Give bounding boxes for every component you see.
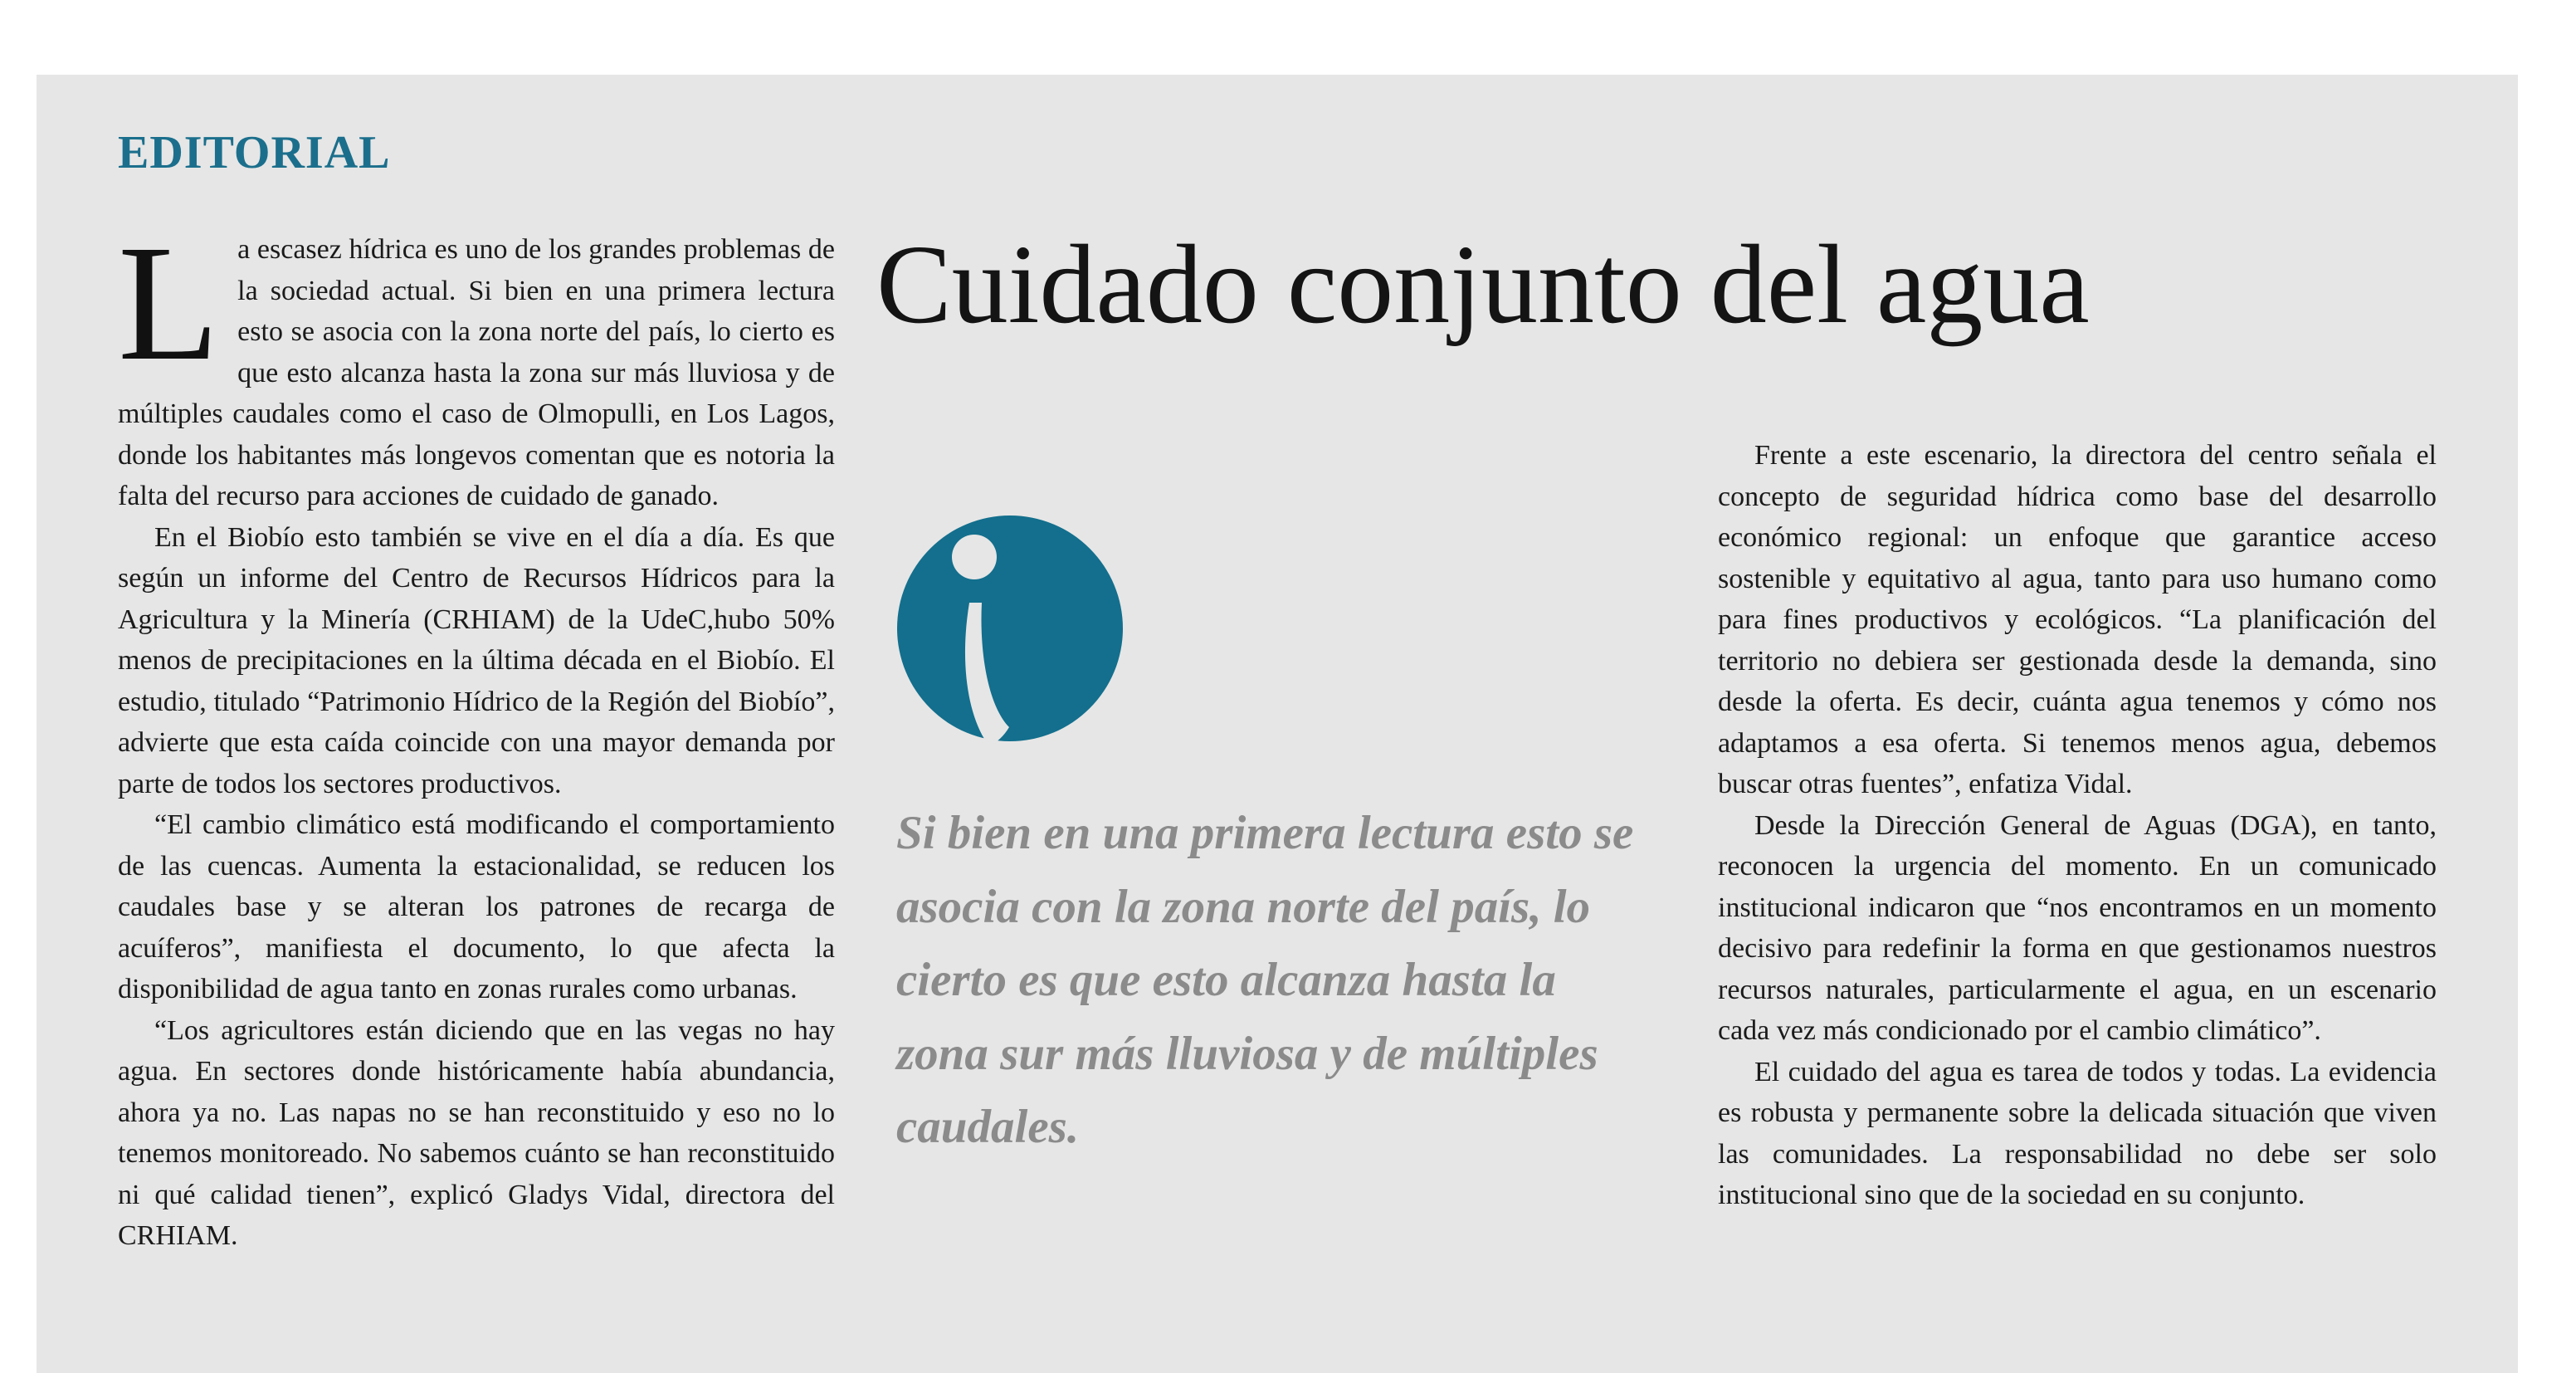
article-right-column <box>1718 435 2437 1216</box>
article-paragraph-6: Desde la Dirección General de Aguas (DGA), en tanto, reconocen la urgencia del momento. En un comunicado institucional indicaron que “nos encontramos en un momento decisivo para redefinir la forma en que gestionamos nuestros recursos naturales, particularmente el agua, en un escenario cada vez más condicionado por el cambio climático”. <box>1718 809 2437 1046</box>
info-icon <box>896 510 1124 747</box>
info-icon-dot <box>952 535 997 579</box>
article-paragraph-1-text: a escasez hídrica es uno de los grandes problemas de la sociedad actual. Si bien en una primera lectura esto se asocia con la zona norte del país, lo cierto es que esto alcanza hasta la zona sur más lluviosa y de múltiples caudales como el caso de Olmopulli, en Los Lagos, donde los habitantes más longevos comentan que es notoria la falta del recurso para acciones de cuidado de ganado. <box>118 234 835 511</box>
article-paragraph-3: “El cambio climático está modificando el comportamiento de las cuencas. Aumenta la estacionalidad, se reducen los caudales base y se alteran los patrones de recarga de acuíferos”, manifiesta el documento, lo que afecta la disponibilidad de agua tanto en zonas rurales como urbanas. <box>118 809 835 1004</box>
article-paragraph-1 <box>118 212 835 517</box>
drop-cap: L <box>118 212 220 395</box>
article-left-column <box>118 212 835 1257</box>
article-paragraph-7: El cuidado del agua es tarea de todos y todas. La evidencia es robusta y permanente sobre la delicada situación que viven las comunidades. La responsabilidad no debe ser solo institucional sino que de la sociedad en su conjunto. <box>1718 1056 2437 1210</box>
article-paragraph-5: Frente a este escenario, la directora del centro señala el concepto de seguridad hídrica como base del desarrollo económico regional: un enfoque que garantice acceso sostenible y equitativo al agua, tanto para uso humano como para fines productivos y ecológicos. “La planificación del territorio no debiera ser gestionada desde la demanda, sino desde la oferta. Es decir, cuánta agua tenemos y cómo nos adaptamos a esa oferta. Si tenemos menos agua, debemos buscar otras fuentes”, enfatiza Vidal. <box>1718 440 2437 799</box>
pull-quote: Si bien en una primera lectura esto se asocia con la zona norte del país, lo cierto es que esto alcanza hasta la zona sur más lluviosa y de múltiples caudales. <box>896 807 1634 1153</box>
section-label: EDITORIAL <box>118 127 391 178</box>
article-paragraph-4: “Los agricultores están diciendo que en las vegas no hay agua. En sectores donde históricamente había abundancia, ahora ya no. Las napas no se han reconstituido y eso no lo tenemos monitoreado. No sabemos cuánto se han reconstituido ni qué calidad tienen”, explicó Gladys Vidal, directora del CRHIAM. <box>118 1014 835 1251</box>
article-paragraph-2: En el Biobío esto también se vive en el día a día. Es que según un informe del Centro de Recursos Hídricos para la Agricultura y la Minería (CRHIAM) de la UdeC,hubo 50% menos de precipitaciones en la última década en el Biobío. El estudio, titulado “Patrimonio Hídrico de la Región del Biobío”, advierte que esta caída coincide con una mayor demanda por parte de todos los sectores productivos. <box>118 521 835 799</box>
headline: Cuidado conjunto del agua <box>876 222 2090 347</box>
info-icon-circle <box>897 515 1123 741</box>
